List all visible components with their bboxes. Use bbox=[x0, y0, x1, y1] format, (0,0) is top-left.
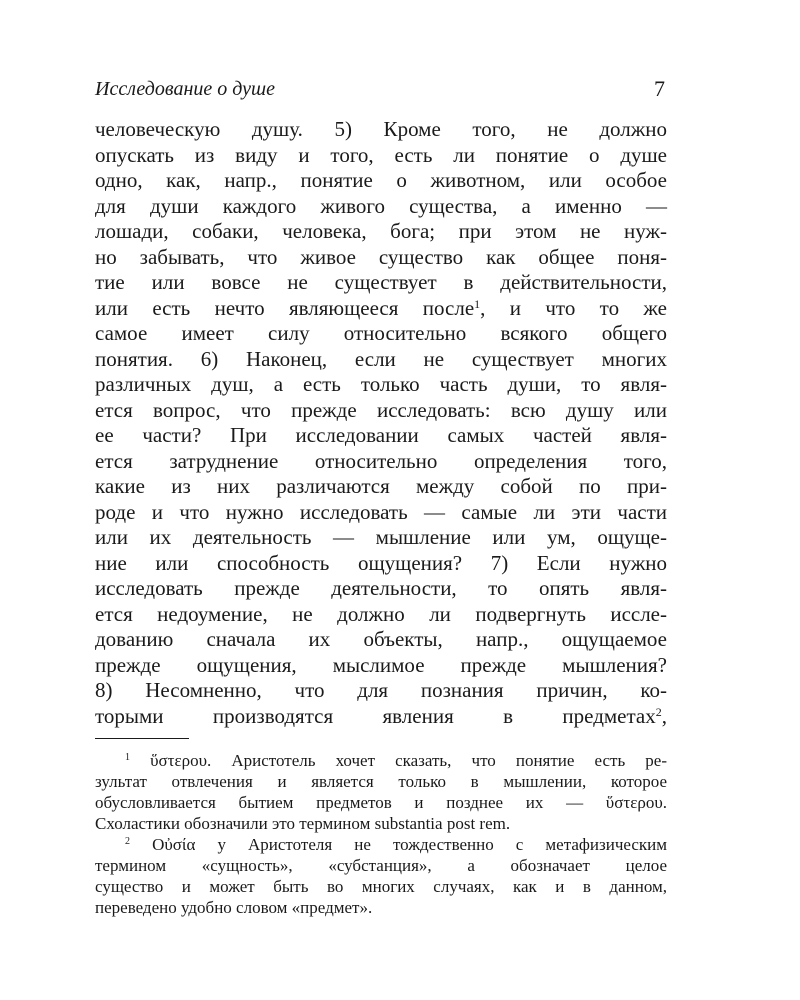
text-fragment: , bbox=[661, 703, 667, 728]
text-line: различных душ, а есть только часть души, то явля- bbox=[95, 372, 667, 396]
text-line: прежде ощущения, мыслимое прежде мышления? bbox=[95, 652, 667, 677]
text-fragment: или есть нечто являющееся после bbox=[95, 295, 475, 320]
text-line: ее части? При исследовании самых частей явля- bbox=[95, 423, 667, 447]
footnote-2 bbox=[95, 834, 667, 855]
footnote-2-mark: 2 bbox=[125, 836, 130, 847]
running-title: Исследование о душе bbox=[95, 78, 275, 100]
text-line: ние или способность ощущения? 7) Если нужно bbox=[95, 550, 667, 575]
text-line: самое имеет силу относительно всякого общего bbox=[95, 321, 667, 345]
text-line: лошади, собаки, человека, бога; при этом не нуж- bbox=[95, 219, 667, 243]
footnote-text: переведено удобно словом «предмет». bbox=[95, 898, 373, 917]
text-line: исследовать прежде деятельности, то опять явля- bbox=[95, 576, 667, 600]
text-line: ется недоумение, не должно ли подвергнуть иссле- bbox=[95, 601, 667, 626]
running-head bbox=[95, 74, 667, 104]
footnotes bbox=[95, 750, 667, 918]
text-line: тие или вовсе не существует в действительности, bbox=[95, 270, 667, 294]
body-text bbox=[95, 117, 667, 729]
text-fragment: , и что то же bbox=[480, 295, 667, 320]
text-line-with-footnote-2 bbox=[95, 704, 667, 730]
text-line: ется вопрос, что прежде исследовать: всю душу или bbox=[95, 397, 667, 422]
text-line: опускать из виду и того, есть ли понятие о душе bbox=[95, 142, 667, 167]
text-line: но забывать, что живое существо как общее поня- bbox=[95, 244, 667, 269]
text-line: 8) Несомненно, что для познания причин, ко- bbox=[95, 678, 667, 702]
footnote-text: ὕστερου. Аристотель хочет сказать, что понятие есть ре- bbox=[150, 751, 668, 770]
text-line: одно, как, напр., понятие о животном, или особое bbox=[95, 168, 667, 192]
text-line: дованию сначала их объекты, напр., ощущаемое bbox=[95, 627, 667, 651]
text-line: роде и что нужно исследовать — самые ли эти части bbox=[95, 499, 667, 524]
footnote-1 bbox=[95, 750, 667, 771]
text-line: или их деятельность — мышление или ум, ощуще- bbox=[95, 525, 667, 549]
text-line: понятия. 6) Наконец, если не существует многих bbox=[95, 346, 667, 371]
footnote-text: существо и может быть во многих случаях, как и в данном, bbox=[95, 877, 667, 896]
footnote-text: обусловливается бытием предметов и позднее их — ὕστερου. bbox=[95, 793, 667, 812]
text-line: ется затруднение относительно определения того, bbox=[95, 448, 667, 473]
text-fragment: торыми производятся явления в предметах bbox=[95, 703, 656, 728]
page-number: 7 bbox=[654, 76, 665, 101]
footnote-text: зультат отвлечения и является только в мышлении, которое bbox=[95, 772, 667, 791]
text-line-with-footnote-1 bbox=[95, 296, 667, 322]
footnote-text: термином «сущность», «субстанция», а обозначает целое bbox=[95, 856, 667, 875]
footnote-1-mark: 1 bbox=[125, 752, 130, 763]
footnote-divider bbox=[95, 738, 189, 739]
text-line: какие из них различаются между собой по при- bbox=[95, 474, 667, 498]
footnote-text: Схоластики обозначили это термином substantia post rem. bbox=[95, 814, 511, 833]
text-line: для души каждого живого существа, а именно — bbox=[95, 193, 667, 218]
footnote-ref-2: 2 bbox=[655, 704, 662, 719]
footnote-ref-1: 1 bbox=[474, 296, 481, 311]
text-line: человеческую душу. 5) Кроме того, не должно bbox=[95, 117, 667, 141]
footnote-text: Οὐσία у Аристотеля не тождественно с метафизическим bbox=[152, 835, 667, 854]
